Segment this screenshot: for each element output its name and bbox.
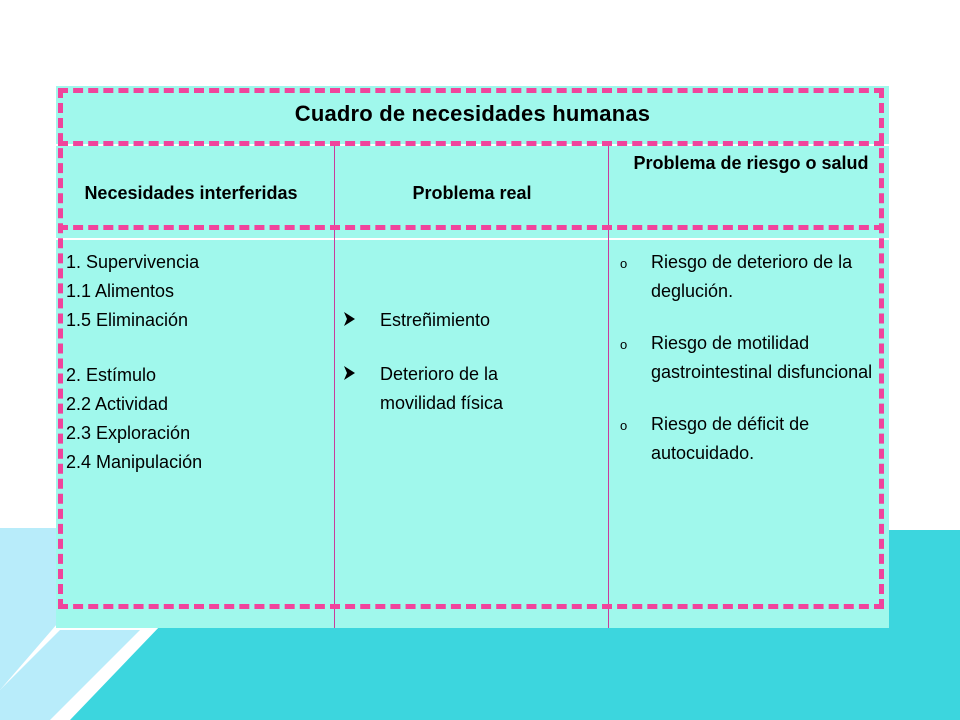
arrowhead-bullet-icon	[342, 360, 356, 390]
column-problema-real	[342, 306, 562, 418]
list-spacer	[66, 335, 326, 362]
list-item: Deterioro de la movilidad física	[342, 360, 562, 418]
column-divider-1	[334, 144, 335, 628]
list-item: 2. Estímulo	[66, 365, 157, 385]
list-item: o Riesgo de déficit de autocuidado.	[616, 410, 878, 468]
list-item: 1.1 Alimentos	[66, 281, 175, 301]
list-spacer	[616, 306, 878, 329]
list-spacer	[616, 387, 878, 410]
list-item: 1. Supervivencia	[66, 252, 200, 272]
circle-bullet-icon: o	[620, 337, 628, 352]
needs-table	[56, 86, 889, 628]
arrowhead-bullet-icon	[342, 306, 356, 336]
list-item: Estreñimiento	[342, 306, 562, 335]
header-necesidades: Necesidades interferidas	[84, 183, 298, 203]
list-item: o Riesgo de deterioro de la deglución.	[616, 248, 878, 306]
column-divider-2	[608, 144, 609, 628]
list-item: o Riesgo de motilidad gastrointestinal disfuncional	[616, 329, 878, 387]
list-item: 2.4 Manipulación	[66, 452, 203, 472]
list-item: 2.2 Actividad	[66, 394, 169, 414]
column-necesidades	[66, 248, 326, 477]
row-divider-1	[56, 144, 889, 146]
list-item: 1.5 Eliminación	[66, 310, 189, 330]
list-spacer	[342, 335, 562, 360]
header-problema-real: Problema real	[412, 183, 532, 203]
column-problema-riesgo	[616, 248, 878, 468]
circle-bullet-icon: o	[620, 418, 628, 433]
circle-bullet-icon: o	[620, 256, 628, 271]
table-title: Cuadro de necesidades humanas	[294, 101, 651, 126]
header-problema-riesgo: Problema de riesgo o salud	[633, 153, 869, 173]
list-item: 2.3 Exploración	[66, 423, 191, 443]
